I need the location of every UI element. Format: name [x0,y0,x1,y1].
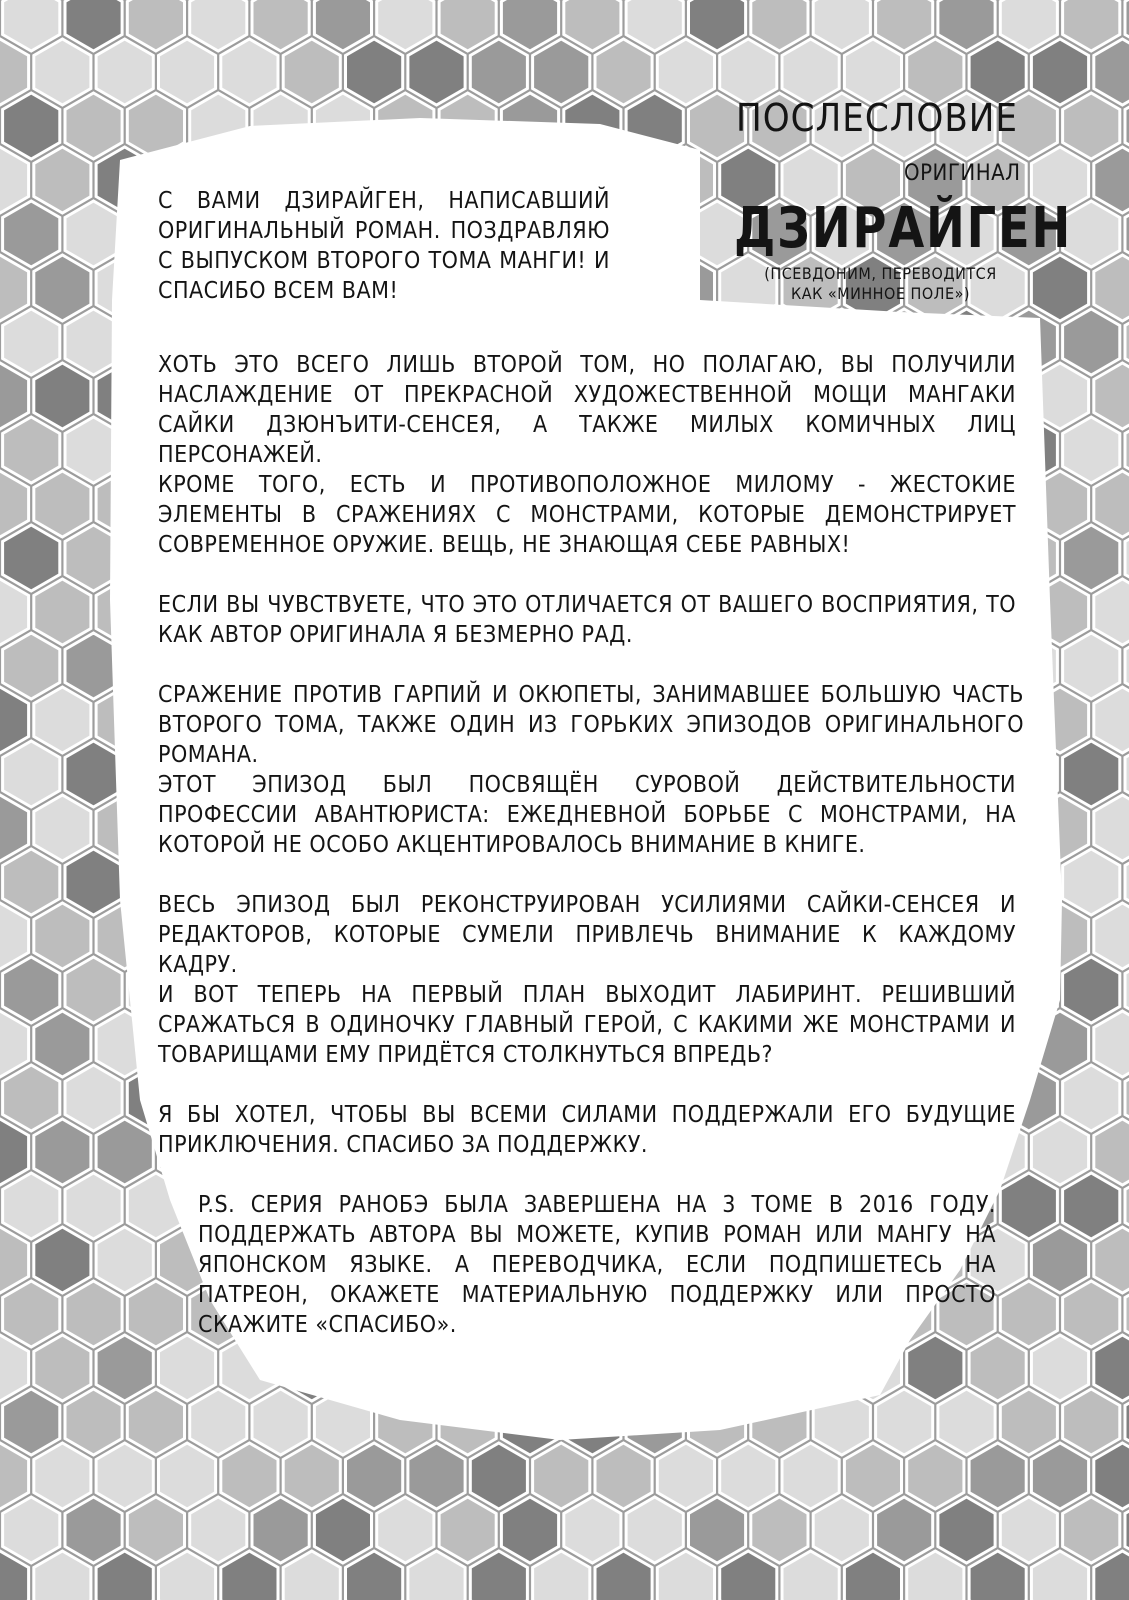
paragraph-8: Я БЫ ХОТЕЛ, ЧТОБЫ ВЫ ВСЕМИ СИЛАМИ ПОДДЕРЖАЛИ ЕГО БУДУЩИЕ ПРИКЛЮЧЕНИЯ. СПАСИБО ЗА ПОДДЕРЖКУ. [158,1102,1016,1158]
paragraph-5: ЭТОТ ЭПИЗОД БЫЛ ПОСВЯЩЁН СУРОВОЙ ДЕЙСТВИТЕЛЬНОСТИ ПРОФЕССИИ АВАНТЮРИСТА: ЕЖЕДНЕВНОЙ БОРЬБЕ С МОНСТРАМИ, НА КОТОРОЙ НЕ ОСОБО АКЦЕНТИРОВАЛОСЬ ВНИМАНИЕ В КНИГЕ. [158,772,1016,858]
paragraph-3: ЕСЛИ ВЫ ЧУВСТВУЕТЕ, ЧТО ЭТО ОТЛИЧАЕТСЯ ОТ ВАШЕГО ВОСПРИЯТИЯ, ТО КАК АВТОР ОРИГИНАЛА Я БЕЗМЕРНО РАД. [158,592,1016,648]
paragraph-6: ВЕСЬ ЭПИЗОД БЫЛ РЕКОНСТРУИРОВАН УСИЛИЯМИ САЙКИ-СЕНСЕЯ И РЕДАКТОРОВ, КОТОРЫЕ СУМЕЛИ ПРИВЛЕЧЬ ВНИМАНИЕ К КАЖДОМУ КАДРУ. [158,892,1016,978]
paragraph-1: ХОТЬ ЭТО ВСЕГО ЛИШЬ ВТОРОЙ ТОМ, НО ПОЛАГАЮ, ВЫ ПОЛУЧИЛИ НАСЛАЖДЕНИЕ ОТ ПРЕКРАСНОЙ ХУДОЖЕСТВЕННОЙ МОЩИ МАНГАКИ САЙКИ ДЗЮНЪИТИ-СЕНСЕЯ, А ТАКЖЕ МИЛЫХ КОМИЧНЫХ ЛИЦ ПЕРСОНАЖЕЙ. [158,352,1016,468]
author-pseudonym-note: (ПСЕВДОНИМ, ПЕРЕВОДИТСЯ КАК «МИННОЕ ПОЛЕ») [764,264,997,303]
page-title: ПОСЛЕСЛОВИЕ [736,96,1018,140]
paragraph-4: СРАЖЕНИЕ ПРОТИВ ГАРПИЙ И ОКЮПЕТЫ, ЗАНИМАВШЕЕ БОЛЬШУЮ ЧАСТЬ ВТОРОГО ТОМА, ТАКЖЕ ОДИН ИЗ ГОРЬКИХ ЭПИЗОДОВ ОРИГИНАЛЬНОГО РОМАНА. [158,682,1024,768]
paragraph-7: И ВОТ ТЕПЕРЬ НА ПЕРВЫЙ ПЛАН ВЫХОДИТ ЛАБИРИНТ. РЕШИВШИЙ СРАЖАТЬСЯ В ОДИНОЧКУ ГЛАВНЫЙ ГЕРОЙ, С КАКИМИ ЖЕ МОНСТРАМИ И ТОВАРИЩАМИ ЕМУ ПРИДЁТСЯ СТОЛКНУТЬСЯ ВПРЕДЬ? [158,982,1016,1068]
original-label: ОРИГИНАЛ [904,161,1021,186]
paragraph-2: КРОМЕ ТОГО, ЕСТЬ И ПРОТИВОПОЛОЖНОЕ МИЛОМУ - ЖЕСТОКИЕ ЭЛЕМЕНТЫ В СРАЖЕНИЯХ С МОНСТРАМИ, КОТОРЫЕ ДЕМОНСТРИРУЕТ СОВРЕМЕННОЕ ОРУЖИЕ. ВЕЩЬ, НЕ ЗНАЮЩАЯ СЕБЕ РАВНЫХ! [158,472,1016,558]
intro-paragraph: С ВАМИ ДЗИРАЙГЕН, НАПИСАВШИЙ ОРИГИНАЛЬНЫЙ РОМАН. ПОЗДРАВЛЯЮ С ВЫПУСКОМ ВТОРОГО ТОМА МАНГИ! И СПАСИБО ВСЕМ ВАМ! [158,188,610,304]
author-name: ДЗИРАЙГЕН [734,196,1073,261]
postscript-paragraph: P.S. СЕРИЯ РАНОБЭ БЫЛА ЗАВЕРШЕНА НА 3 ТОМЕ В 2016 ГОДУ. ПОДДЕРЖАТЬ АВТОРА ВЫ МОЖЕТЕ, КУПИВ РОМАН ИЛИ МАНГУ НА ЯПОНСКОМ ЯЗЫКЕ. А ПЕРЕВОДЧИКА, ЕСЛИ ПОДПИШЕТЕСЬ НА ПАТРЕОН, ОКАЖЕТЕ МАТЕРИАЛЬНУЮ ПОДДЕРЖКУ ИЛИ ПРОСТО СКАЖИТЕ «СПАСИБО». [198,1192,996,1338]
